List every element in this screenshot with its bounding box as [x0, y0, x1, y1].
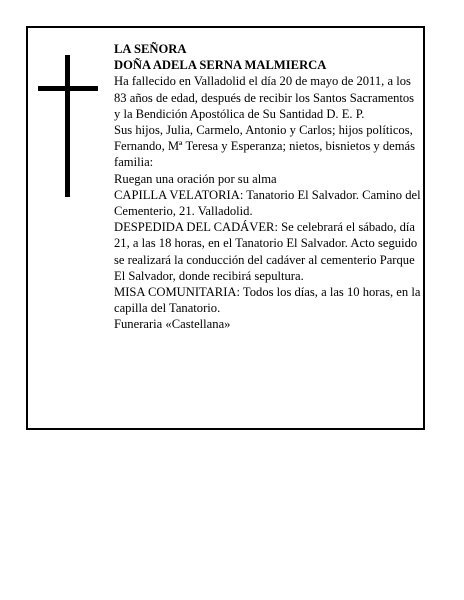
- community-mass: MISA COMUNITARIA: Todos los días, a las 10 horas, en la capilla del Tanatorio.: [114, 285, 421, 316]
- cross-vertical-bar: [65, 55, 70, 197]
- notice-heading: LA SEÑORA: [114, 42, 187, 56]
- death-announcement: Ha fallecido en Valladolid el día 20 de mayo de 2011, a los 83 años de edad, después de recibir los Santos Sacramentos y la Bendición Apostólica de Su Santidad D. E. P.: [114, 74, 415, 121]
- notice-body: [114, 41, 422, 333]
- obituary-notice: [26, 26, 425, 430]
- prayer-request: Ruegan una oración por su alma: [114, 171, 277, 186]
- cross-icon: [38, 55, 98, 197]
- family-list: Sus hijos, Julia, Carmelo, Antonio y Carlos; hijos políticos, Fernando, Mª Teresa y Esperanza; nietos, bisnietos y demás familia:: [114, 123, 416, 170]
- funeral-home: Funeraria «Castellana»: [114, 317, 231, 332]
- cross-horizontal-bar: [38, 86, 98, 91]
- funeral-details: DESPEDIDA DEL CADÁVER: Se celebrará el sábado, día 21, a las 18 horas, en el Tanatorio El Salvador. Acto seguido se realizará la conducción del cadáver al cementerio Parque El Salvador, donde recibirá sepultura.: [114, 220, 418, 283]
- deceased-name: DOÑA ADELA SERNA MALMIERCA: [114, 58, 327, 73]
- wake-location: CAPILLA VELATORIA: Tanatorio El Salvador. Camino del Cementerio, 21. Valladolid.: [114, 187, 421, 219]
